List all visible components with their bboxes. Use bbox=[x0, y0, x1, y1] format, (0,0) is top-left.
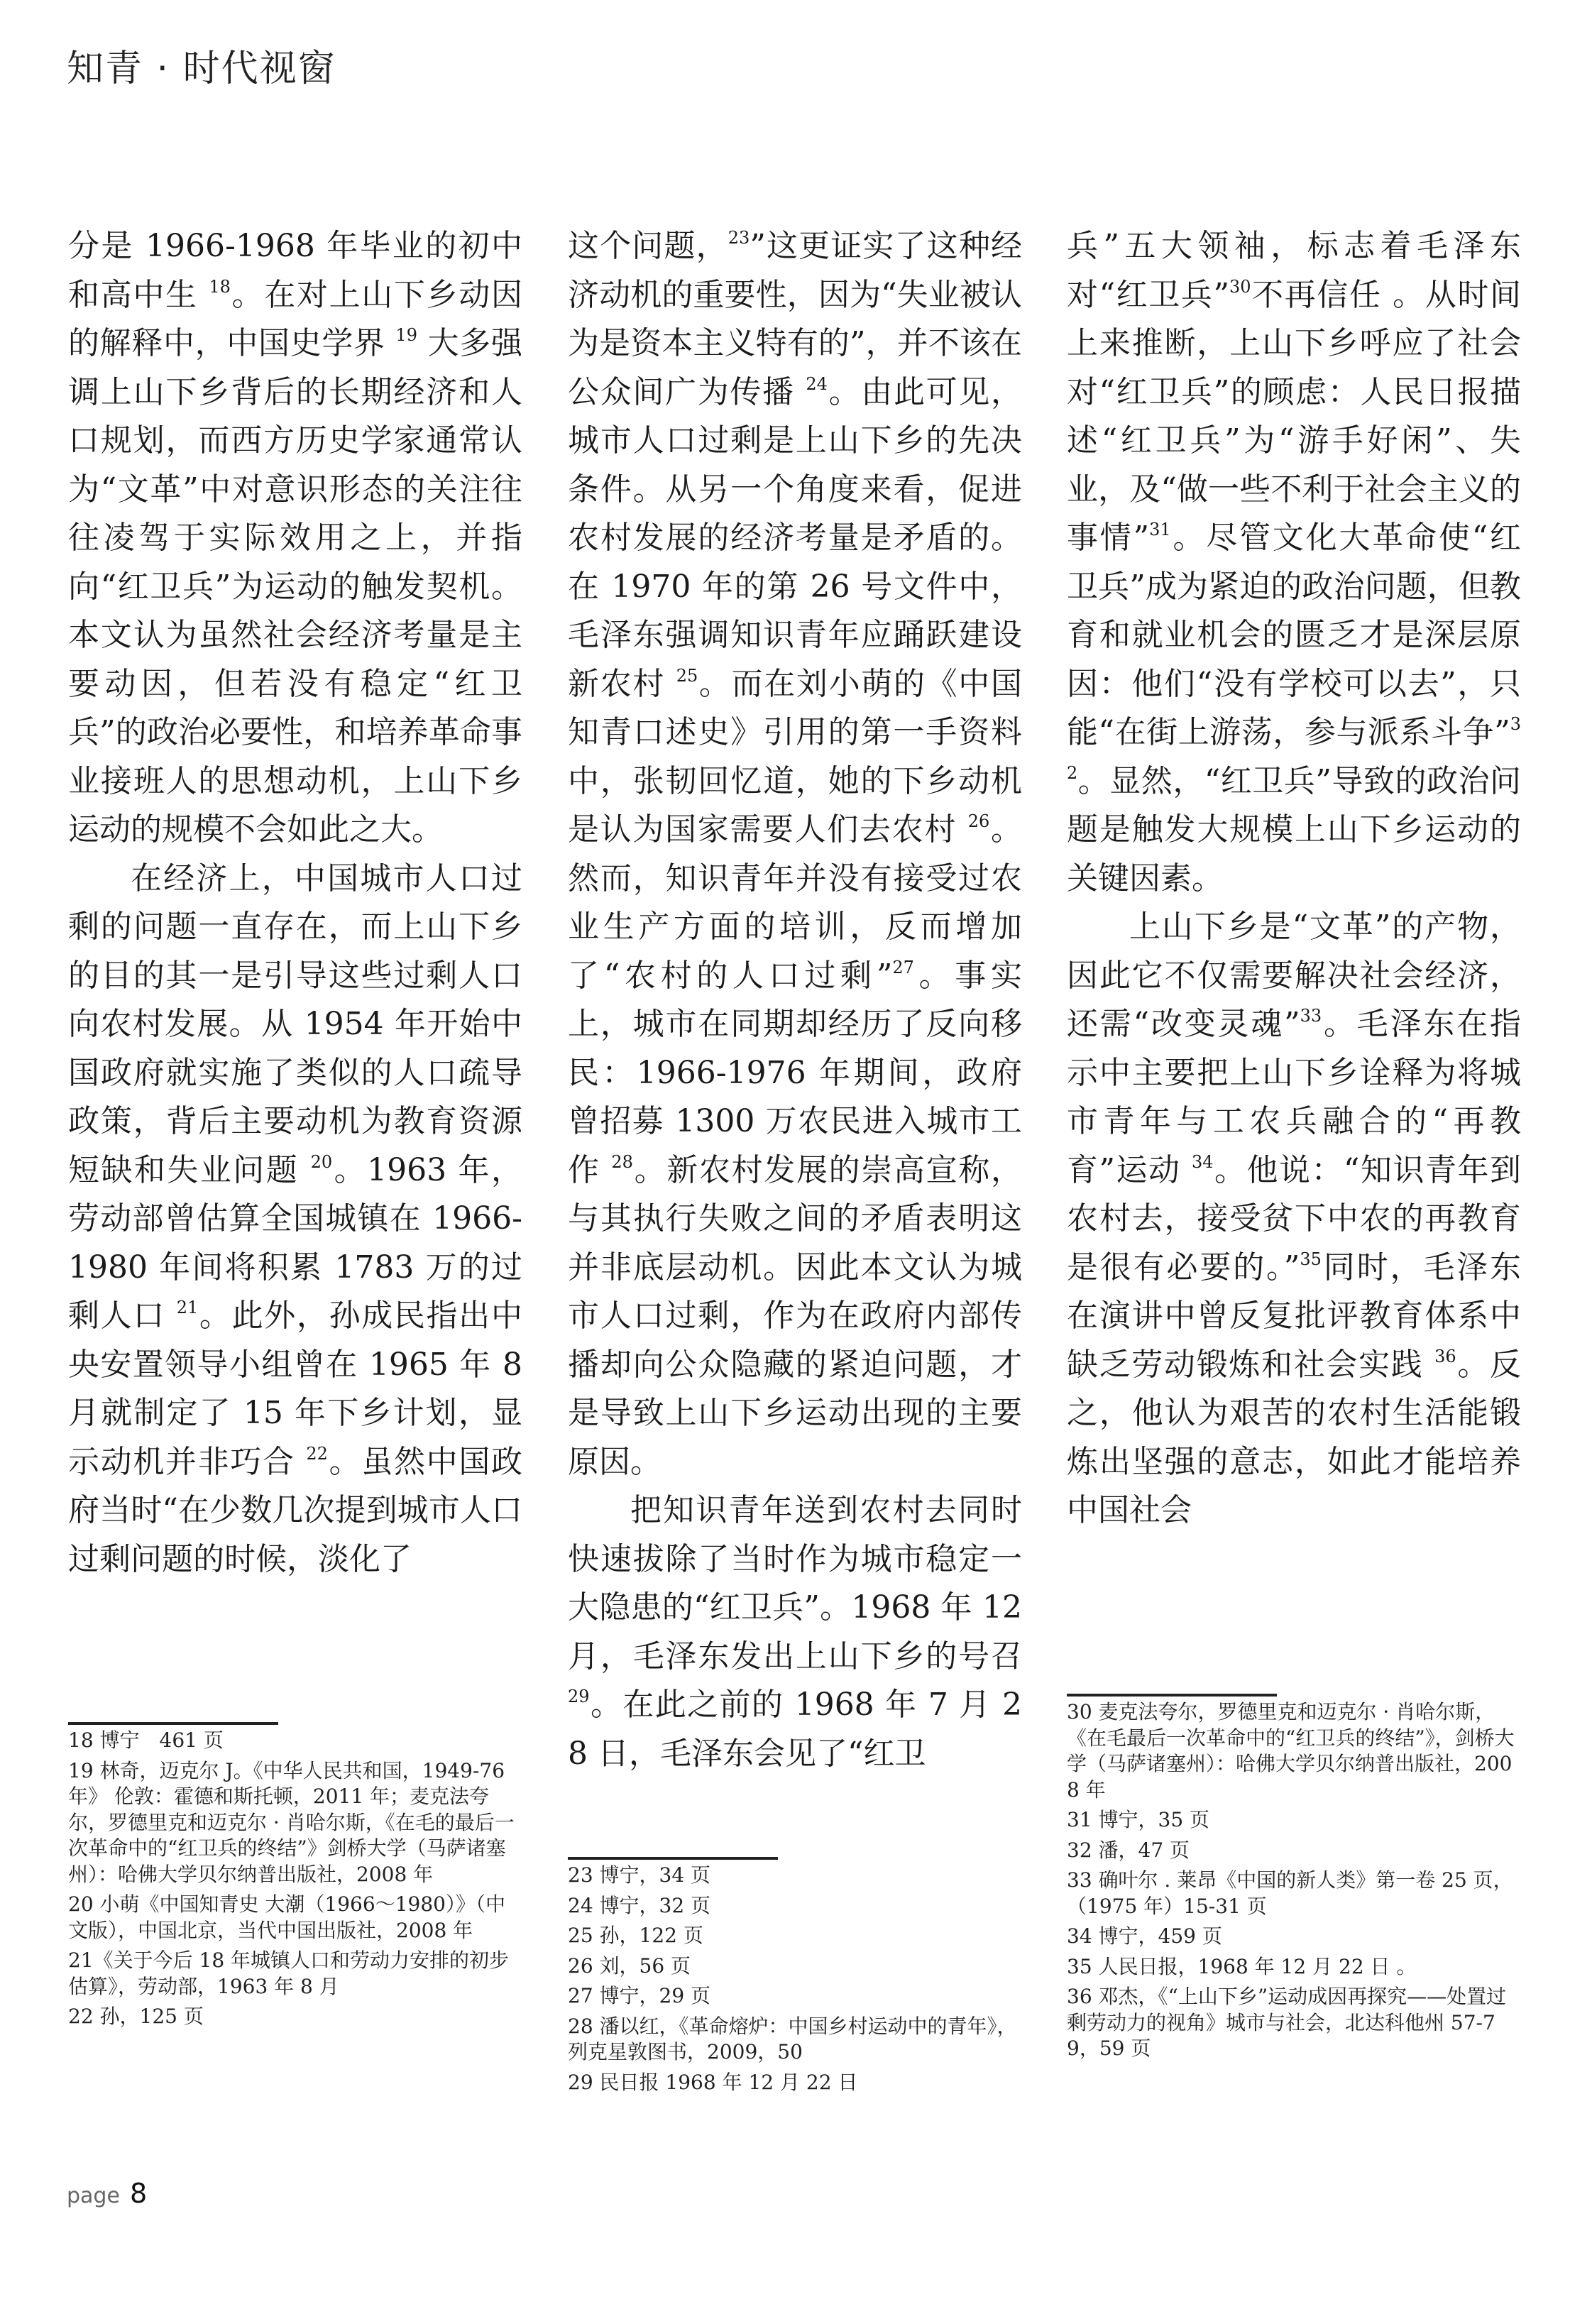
footnote: 19 林奇，迈克尔 J。《中华人民共和国，1949-76 年》 伦敦：霍德和斯托顿，2011 年；麦克法夸尔，罗德里克和迈克尔 · 肖哈尔斯，《在毛的最后一次革命中的“红卫兵的终结”》剑桥大学（马萨诸塞州）：哈佛大学贝尔纳普出版社，2008 年 bbox=[68, 1758, 515, 1886]
footnote: 31 博宁，35 页 bbox=[1067, 1808, 1210, 1831]
body-text: 。事实上，城市在同期却经历了反向移民：1966-1976 年期间，政府曾招募 1300 万农民进入城市工作 bbox=[568, 957, 1022, 1188]
body-text: 。尽管文化大革命使“红卫兵”成为紧迫的政治问题，但教育和就业机会的匮乏才是深层原因：他们“没有学校可以去”，只能“在街上游荡，参与派系斗争” bbox=[1067, 520, 1521, 750]
footnote-marker: 31 bbox=[1149, 520, 1171, 539]
body-text: 上山下乡是“文革”的产物，因此它不仅需要解决社会经济，还需“改变灵魂” bbox=[1067, 909, 1521, 1042]
footnote: 36 邓杰，《“上山下乡”运动成因再探究——处置过剩劳动力的视角》城市与社会，北达科他州 57-79，59 页 bbox=[1067, 1985, 1507, 2060]
body-text: 。在此之前的 1968 年 7 月 28 日，毛泽东会见了“红卫 bbox=[568, 1687, 1022, 1772]
footnote-marker: 28 bbox=[611, 1151, 633, 1172]
page-number: 8 bbox=[129, 2178, 148, 2209]
footnote: 33 确叶尔 . 莱昂《中国的新人类》第一卷 25 页，（1975 年）15-31 页 bbox=[1067, 1868, 1513, 1918]
footnote-marker: 30 bbox=[1229, 276, 1251, 297]
body-text: 。然而，知识青年并没有接受过农业生产方面的培训，反而增加了“农村的人口过剩” bbox=[568, 811, 1022, 994]
footnote-divider-1 bbox=[68, 1722, 278, 1725]
footnote: 20 小萌《中国知青史 大潮（1966～1980）》（中文版），中国北京，当代中国出版社，2008 年 bbox=[68, 1892, 505, 1942]
footnote: 25 孙，122 页 bbox=[568, 1924, 703, 1947]
body-text: 在经济上，中国城市人口过剩的问题一直存在，而上山下乡的目的其一是引导这些过剩人口向农村发展。从 1954 年开始中国政府就实施了类似的人口疏导政策，背后主要动机为教育资源短缺和失业问题 bbox=[68, 860, 522, 1188]
footnote: 26 刘，56 页 bbox=[568, 1953, 691, 1978]
body-paragraph bbox=[68, 222, 522, 855]
footnote: 35 人民日报，1968 年 12 月 22 日 。 bbox=[1067, 1954, 1417, 1978]
body-text: 。反之，他认为艰苦的农村生活能锻炼出坚强的意志，如此才能培养中国社会 bbox=[1067, 1346, 1521, 1528]
body-paragraph bbox=[568, 1486, 1022, 1778]
footnote-marker: 20 bbox=[310, 1151, 333, 1172]
footnote-marker: 21 bbox=[176, 1298, 199, 1317]
body-text: 。新农村发展的崇高宣称，与其执行失败之间的矛盾表明这并非底层动机。因此本文认为城市人口过剩，作为在政府内部传播却向公众隐藏的紧迫问题，才是导致上山下乡运动出现的主要原因。 bbox=[568, 1151, 1022, 1480]
footnote: 23 博宁，34 页 bbox=[568, 1863, 711, 1887]
footnote-marker: 32 bbox=[1067, 714, 1521, 783]
body-text: 兵”五大领袖，标志着毛泽东对“红卫兵” bbox=[1067, 228, 1521, 313]
footnote: 29 民日报 1968 年 12 月 22 日 bbox=[568, 2070, 858, 2094]
body-text: 。显然，“红卫兵”导致的政治问题是触发大规模上山下乡运动的关键因素。 bbox=[1067, 762, 1521, 897]
body-text: ”这更证实了这种经济动机的重要性，因为“失业被认为是资本主义特有的”，并不该在公众间广为传播 bbox=[568, 228, 1023, 410]
footnote-marker: 25 bbox=[676, 665, 698, 686]
footnote: 27 博宁，29 页 bbox=[568, 1984, 711, 2007]
body-text: 不再信任 。从时间上来推断，上山下乡呼应了社会对“红卫兵”的顾虑：人民日报描述“红卫兵”为“游手好闲”、失业，及“做一些不利于社会主义的事情” bbox=[1067, 276, 1521, 556]
footnote-marker: 19 bbox=[395, 325, 417, 345]
footnote: 18 博宁 461 页 bbox=[68, 1728, 224, 1752]
body-text: 。而在刘小萌的《中国知青口述史》引用的第一手资料中，张韧回忆道，她的下乡动机是认为国家需要人们去农村 bbox=[568, 665, 1022, 848]
footnote: 24 博宁，32 页 bbox=[568, 1893, 711, 1917]
magazine-header: 知青 · 时代视窗 bbox=[67, 48, 336, 90]
footnote: 32 潘，47 页 bbox=[1067, 1838, 1190, 1862]
body-text: 。毛泽东在指示中主要把上山下乡诠释为将城市青年与工农兵融合的“再教育”运动 bbox=[1067, 1006, 1521, 1188]
body-paragraph bbox=[1067, 903, 1521, 1535]
footnote-marker: 18 bbox=[209, 276, 231, 297]
footnote-marker: 26 bbox=[967, 811, 990, 831]
footnote-marker: 22 bbox=[306, 1443, 328, 1464]
footnote-marker: 29 bbox=[568, 1687, 590, 1706]
footnote: 34 博宁，459 页 bbox=[1067, 1924, 1222, 1948]
text-column-2 bbox=[568, 222, 1022, 1778]
body-text: 。由此可见，城市人口过剩是上山下乡的先决条件。从另一个角度来看，促进农村发展的经济考量是矛盾的。在 1970 年的第 26 号文件中，毛泽东强调知识青年应踊跃建设新农村 bbox=[568, 373, 1022, 702]
body-text: 。此外，孙成民指出中央安置领导小组曾在 1965 年 8 月就制定了 15 年下乡计划，显示动机并非巧合 bbox=[68, 1298, 522, 1480]
footnote-marker: 36 bbox=[1434, 1346, 1456, 1366]
body-text: 。虽然中国政府当时“在少数几次提到城市人口过剩问题的时候，淡化了 bbox=[68, 1443, 522, 1577]
footnote: 30 麦克法夸尔，罗德里克和迈克尔 · 肖哈尔斯，《在毛最后一次革命中的“红卫兵的终结”》，剑桥大学（马萨诸塞州）：哈佛大学贝尔纳普出版社，2008 年 bbox=[1067, 1700, 1515, 1802]
footnote-divider-2 bbox=[568, 1857, 778, 1860]
body-text: 把知识青年送到农村去同时快速拔除了当时作为城市稳定一大隐患的“红卫兵”。1968 年 12 月，毛泽东发出上山下乡的号召 bbox=[568, 1492, 1022, 1675]
page-footer bbox=[67, 2178, 147, 2209]
body-text: 同时，毛泽东在演讲中曾反复批评教育体系中缺乏劳动锻炼和社会实践 bbox=[1067, 1249, 1522, 1383]
body-text: 分是 1966-1968 年毕业的初中和高中生 bbox=[68, 228, 522, 313]
footnote-marker: 23 bbox=[728, 228, 750, 248]
body-paragraph bbox=[68, 855, 522, 1584]
body-text: 这个问题， bbox=[568, 228, 728, 264]
body-text: 。在对上山下乡动因的解释中，中国史学界 bbox=[68, 276, 522, 361]
body-text: 大多强调上山下乡背后的长期经济和人口规划，而西方历史学家通常认为“文革”中对意识形态的关注往往凌驾于实际效用之上，并指向“红卫兵”为运动的触发契机。本文认为虽然社会经济考量是主要动因，但若没有稳定“红卫兵”的政治必要性，和培养革命事业接班人的思想动机，上山下乡运动的规模不会如此之大。 bbox=[68, 325, 522, 848]
page-label: page bbox=[67, 2183, 120, 2208]
footnote: 21《关于今后 18 年城镇人口和劳动力安排的初步估算》，劳动部，1963 年 8 月 bbox=[68, 1948, 510, 1998]
footnote-marker: 34 bbox=[1191, 1151, 1214, 1172]
footnote-divider-3 bbox=[1067, 1694, 1277, 1697]
footnotes-column-3 bbox=[1067, 1699, 1521, 2062]
footnote-marker: 33 bbox=[1300, 1006, 1322, 1026]
body-paragraph bbox=[568, 222, 1022, 1486]
footnotes-column-1 bbox=[68, 1728, 522, 2030]
footnote: 28 潘以红，《革命熔炉：中国乡村运动中的青年》，列克星敦图书，2009，50 bbox=[568, 2014, 1017, 2063]
footnote: 22 孙，125 页 bbox=[68, 2005, 204, 2028]
text-column-3 bbox=[1067, 222, 1521, 1535]
footnote-marker: 24 bbox=[806, 373, 828, 394]
footnote-marker: 27 bbox=[892, 957, 914, 977]
footnotes-column-2 bbox=[568, 1863, 1022, 2095]
body-paragraph bbox=[1067, 222, 1521, 903]
text-column-1 bbox=[68, 222, 522, 1584]
body-text: 。他说：“知识青年到农村去，接受贫下中农的再教育是很有必要的。” bbox=[1067, 1151, 1522, 1286]
body-text: 。1963 年，劳动部曾估算全国城镇在 1966-1980 年间将积累 1783 万的过剩人口 bbox=[68, 1151, 522, 1334]
footnote-marker: 35 bbox=[1300, 1249, 1322, 1269]
